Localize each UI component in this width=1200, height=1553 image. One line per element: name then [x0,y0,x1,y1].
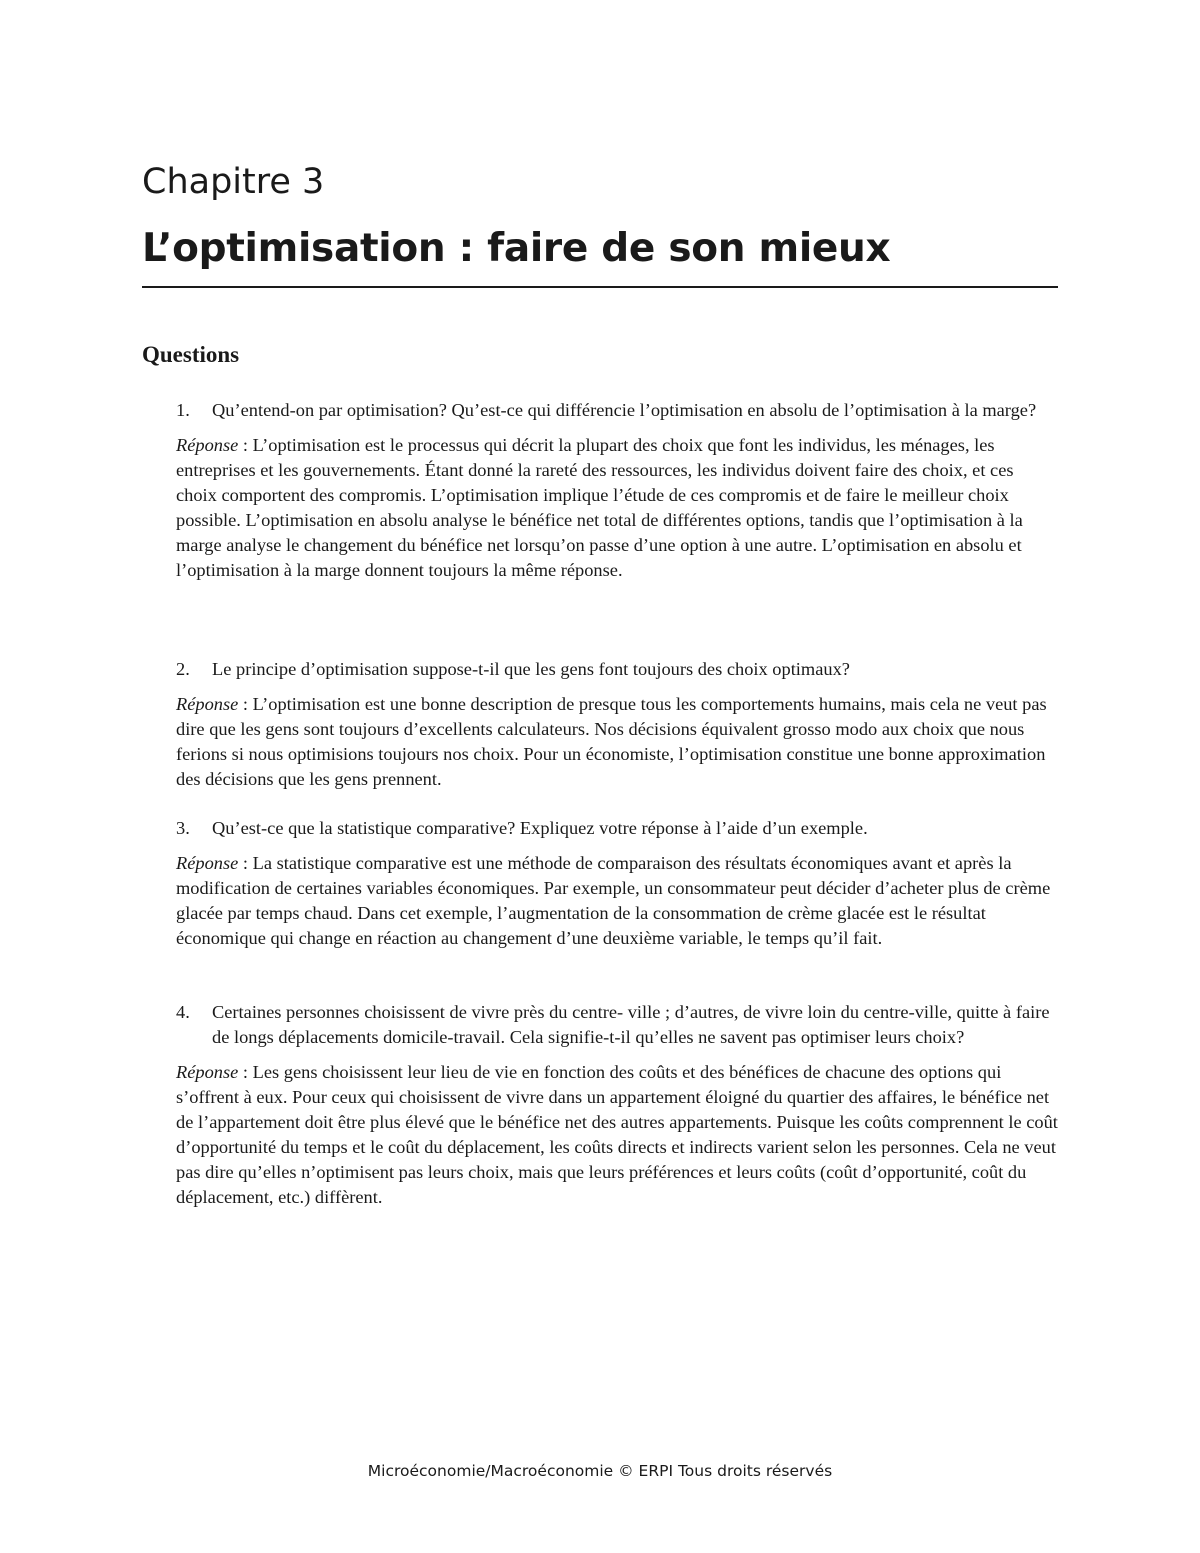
qa-item-1 [176,398,1058,583]
answer-text: : Les gens choisissent leur lieu de vie en fonction des coûts et des bénéfices de chacune des options qui s’offrent à eux. Pour ceux qui choisissent de vivre dans un appartement éloigné du quartier des affaires, le bénéfice net de l’appartement doit être plus élevé que le bénéfice net des autres appartements. Puisque les coûts comprennent le coût d’opportunité du temps et le coût du déplacement, les coûts directs et indirects varient selon les personnes. Cela ne veut pas dire qu’elles n’optimisent pas leurs choix, mais que leurs préférences et leurs coûts (coût d’opportunité, coût du déplacement, etc.) diffèrent. [176,1062,1058,1207]
answer-1 [176,433,1058,583]
answer-label: Réponse [176,853,239,873]
title-divider [142,286,1058,288]
question-text: Certaines personnes choisissent de vivre près du centre- ville ; d’autres, de vivre loin du centre-ville, quitte à faire de longs déplacements domicile-travail. Cela signifie-t-il qu’elles ne savent pas optimiser leurs choix? [212,1002,1050,1047]
question-number: 4. [176,1002,190,1022]
question-2 [176,657,1058,682]
qa-item-2 [176,657,1058,792]
question-number: 3. [176,818,190,838]
answer-2 [176,692,1058,792]
answer-4 [176,1060,1058,1210]
section-heading-questions: Questions [142,342,240,367]
chapter-title: L’optimisation : faire de son mieux [142,226,891,271]
answer-label: Réponse [176,435,239,455]
question-text: Qu’entend-on par optimisation? Qu’est-ce qui différencie l’optimisation en absolu de l’optimisation à la marge? [212,400,1037,420]
question-number: 1. [176,400,190,420]
question-1 [176,398,1058,423]
question-text: Le principe d’optimisation suppose-t-il que les gens font toujours des choix optimaux? [212,659,850,679]
answer-3 [176,851,1058,951]
qa-item-3 [176,816,1058,951]
chapter-label: Chapitre 3 [142,162,325,202]
answer-text: : L’optimisation est une bonne description de presque tous les comportements humains, mais cela ne veut pas dire que les gens sont toujours d’excellents calculateurs. Nos décisions équivalent grosso modo aux choix que nous ferions si nous optimisions toujours nos choix. Pour un économiste, l’optimisation constitue une bonne approximation des décisions que les gens prennent. [176,694,1047,789]
answer-label: Réponse [176,694,239,714]
answer-label: Réponse [176,1062,239,1082]
question-text: Qu’est-ce que la statistique comparative? Expliquez votre réponse à l’aide d’un exemple. [212,818,868,838]
question-4 [176,1000,1058,1050]
question-3 [176,816,1058,841]
answer-text: : L’optimisation est le processus qui décrit la plupart des choix que font les individus, les ménages, les entreprises et les gouvernements. Étant donné la rareté des ressources, les individus doivent faire des choix, et ces choix comportent des compromis. L’optimisation implique l’étude de ces compromis et de faire le meilleur choix possible. L’optimisation en absolu analyse le bénéfice net total de différentes options, tandis que l’optimisation à la marge analyse le changement du bénéfice net lorsqu’on passe d’une option à une autre. L’optimisation en absolu et l’optimisation à la marge donnent toujours la même réponse. [176,435,1023,580]
page-footer: Microéconomie/Macroéconomie © ERPI Tous droits réservés [367,1462,833,1480]
qa-item-4 [176,1000,1058,1210]
answer-text: : La statistique comparative est une méthode de comparaison des résultats économiques avant et après la modification de certaines variables économiques. Par exemple, un consommateur peut décider d’acheter plus de crème glacée par temps chaud. Dans cet exemple, l’augmentation de la consommation de crème glacée est le résultat économique qui change en réaction au changement d’une deuxième variable, le temps qu’il fait. [176,853,1051,948]
question-number: 2. [176,659,190,679]
